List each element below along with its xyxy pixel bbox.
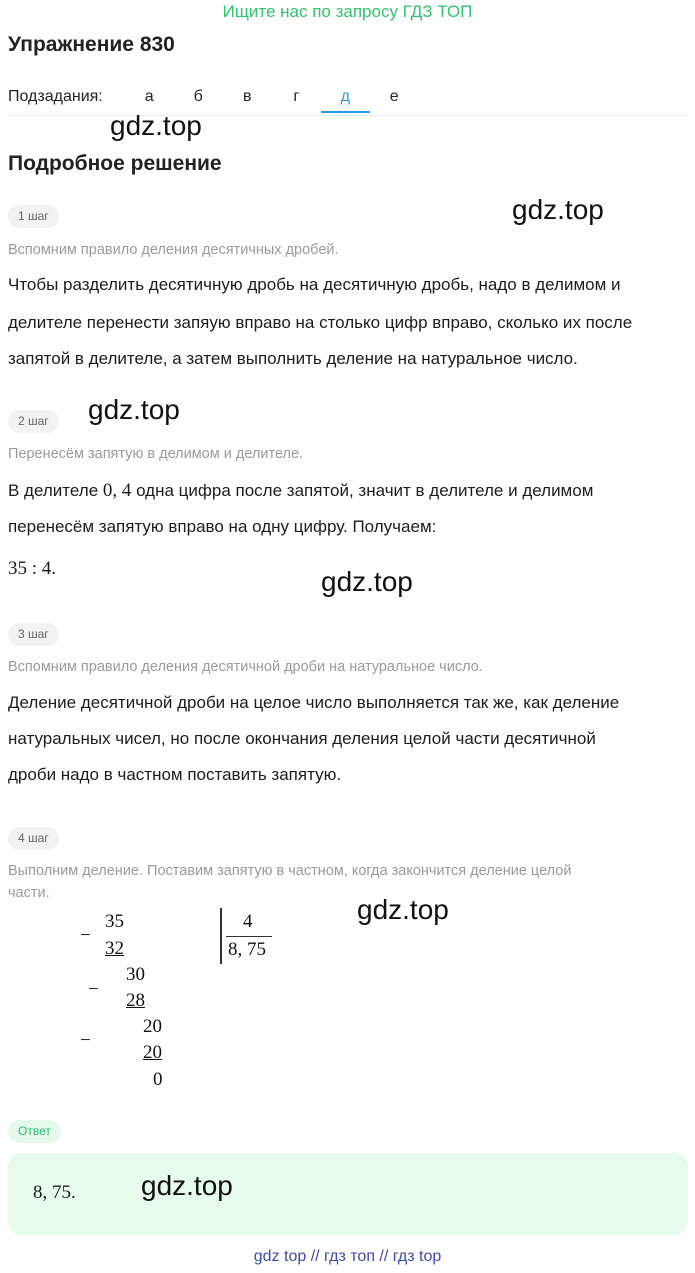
tab-v[interactable]: в [242, 88, 252, 105]
step-text-line: Чтобы разделить десятичную дробь на десятичную дробь, надо в делимом и [8, 275, 621, 294]
subtasks-label: Подзадания: [8, 88, 103, 105]
tab-d[interactable]: д [321, 85, 370, 113]
answer-box [8, 1153, 688, 1235]
step-badge: 3 шаг [8, 623, 59, 646]
text-segment: В делителе [8, 481, 103, 500]
step-badge: 1 шаг [8, 205, 59, 228]
dividend: 35 [105, 911, 124, 932]
answer-value: 8, 75. [33, 1182, 76, 1203]
step-hint: Вспомним правило деления десятичной дроби на натуральное число. [8, 659, 483, 675]
tab-g[interactable]: г [293, 88, 300, 105]
minus-sign: − [88, 979, 99, 1000]
subtrahend: 32 [105, 938, 124, 959]
step-hint: части. [8, 885, 50, 901]
partial-dividend: 30 [126, 964, 145, 985]
tab-a[interactable]: а [144, 88, 154, 105]
watermark: gdz.top [357, 894, 449, 925]
partial-dividend: 20 [143, 1016, 162, 1037]
divisor: 4 [243, 911, 253, 932]
step-text-line: перенесём запятую вправо на одну цифру. Получаем: [8, 517, 437, 536]
step-text-line: Деление десятичной дроби на целое число выполняется так же, как деление [8, 693, 620, 712]
step-hint: Выполним деление. Поставим запятую в частном, когда закончится деление целой [8, 863, 572, 879]
quotient: 8, 75 [228, 939, 266, 960]
watermark: gdz.top [110, 110, 202, 141]
minus-sign: − [80, 925, 91, 946]
step-badge: 2 шаг [8, 410, 59, 433]
long-division [70, 905, 290, 1095]
watermark: gdz.top [512, 194, 604, 225]
text-segment: одна цифра после запятой, значит в делителе и делимом [131, 481, 594, 500]
subtasks-nav [8, 85, 419, 116]
solution-title: Подробное решение [8, 152, 222, 175]
step-text-line: делителе перенести запяую вправо на столько цифр вправо, сколько их после [8, 313, 633, 332]
step-hint: Перенесём запятую в делимом и делителе. [8, 446, 304, 462]
page-title: Упражнение 830 [8, 33, 175, 56]
subtrahend: 20 [143, 1042, 162, 1063]
math-expression: 0, 4 [102, 480, 132, 501]
step-text-line: натуральных чисел, но после окончания деления целой части десятичной [8, 729, 596, 748]
step-text-line [8, 473, 693, 509]
division-bar [220, 908, 222, 964]
step-text-line: запятой в делителе, а затем выполнить деление на натуральное число. [8, 349, 578, 368]
formula: 35 : 4. [8, 558, 57, 579]
footer-links[interactable]: gdz top // гдз топ // гдз top [253, 1248, 442, 1265]
minus-sign: − [80, 1030, 91, 1051]
quotient-line [226, 936, 272, 937]
step-hint: Вспомним правило деления десятичных дробей. [8, 242, 339, 258]
subtrahend: 28 [126, 990, 145, 1011]
step-text-line: дроби надо в частном поставить запятую. [8, 765, 342, 784]
promo-banner: Ищите нас по запросу ГДЗ ТОП [222, 2, 473, 21]
step-badge: 4 шаг [8, 827, 59, 850]
tab-b[interactable]: б [193, 88, 203, 105]
watermark: gdz.top [321, 566, 413, 597]
watermark: gdz.top [88, 394, 180, 425]
watermark: gdz.top [141, 1170, 233, 1201]
answer-badge: Ответ [8, 1120, 61, 1143]
remainder: 0 [153, 1069, 163, 1090]
tab-e[interactable]: е [389, 88, 399, 105]
